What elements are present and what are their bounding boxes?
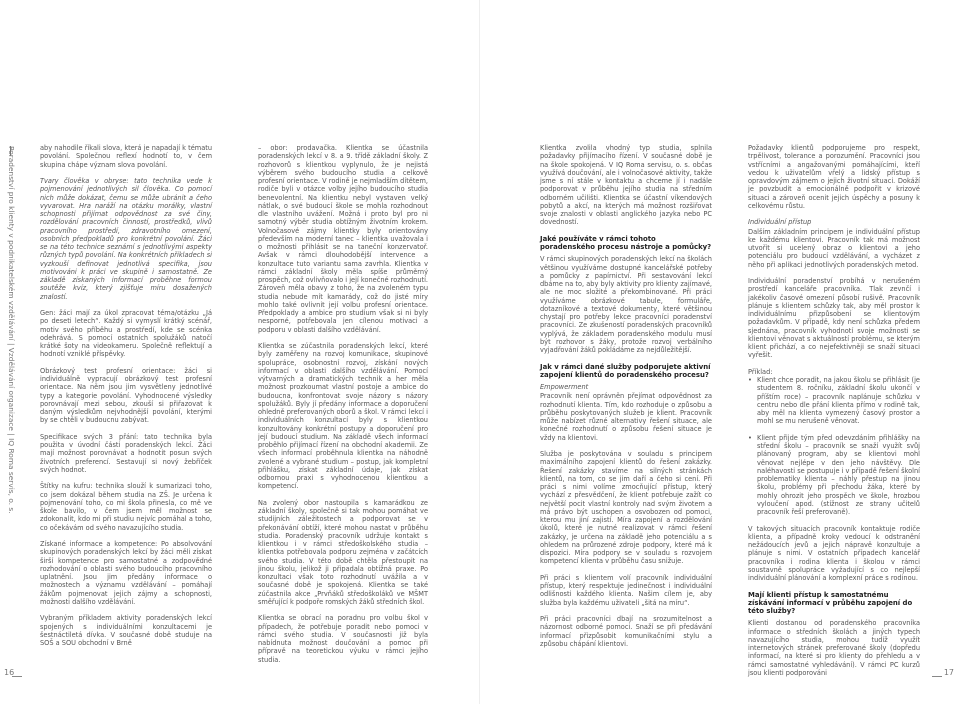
paragraph: Individuální poradenství probíhá v nerušeném prostředí kanceláře pracovníka. Tlak zevnčí i jakékoliv časové omezení působí rušivě. Pracovník plánuje s klientem schůzky tak, aby měl prostor k individuálnímu přizpůsobení se klientovým požadavkům. V případě, kdy není schůzka předem sjednána, pracovník vyhodnotí svoje možnosti se klientovi věnovat s aktuálností problému, se kterým klient přichází, a co nejefektivněji se snaží situaci vyřešit. <box>748 277 920 360</box>
paragraph: – obor: prodavačka. Klientka se účastnila poradenských lekcí v 8. a 9. třídě základní školy. Z rozhovorů s klientkou vyplynulo, že je nejistá výběrem svého budoucího studia a celkově profesní orientace. V rodině je nejmladším dítětem, rodiče byli v otázce volby jejího budoucího studia benevolentní. Na klientku nebyl vystaven velký nátlak, o své budoucí škole se mohla rozhodnout dle vlastního uvážení. Možná i proto byl pro ni samotný výběr studia obtížným životním krokem. Volnočasové zájmy klientky byly orientovány především na moderní tanec – klientka uvažovala i o možnosti přihlásit se na taneční konzervatoř. Avšak v rámci dlouhodobější intervence a konzultace tuto variantu sama zavrhla. Klientka v rámci základní školy měla spíše průměrný prospěch, což ovlivňovalo i její konečné rozhodnutí. Zároveň měla obavy z toho, že na zvoleném typu studia nebude mít kamarády, což do jisté míry mohlo také ovlivnit její volbu profesní orientace. Předpoklady a ambice pro studium však si ni byly nesporné, potřebovala jen cílenou motivaci a podporu v oblasti dalšího vzdělávání. <box>258 144 429 334</box>
example-list <box>748 376 920 516</box>
list-item: • Klient chce poradit, na jakou školu se přihlásit (je studentem 8. ročníku, základní školu ukončí v příštím roce) – pracovník naplánuje schůzku v centru nebo dle přání klienta přímo v rodině tak, aby měl na klienta vymezený časový prostor a mohl se mu nerušeně věnovat. <box>748 376 920 426</box>
paragraph: Dalším základním principem je individuální přístup ke každému klientovi. Pracovník tak má možnost utvořit si ucelený obraz o klientovi a jeho potenciálu pro budoucí vzdělávání, a vycházet z něho při aplikaci jednotlivých poradenských metod. <box>748 227 920 269</box>
subheading: Individuální přístup <box>748 218 812 227</box>
text-column-4 <box>748 144 920 685</box>
paragraph: Tvary člověka v obryse: tato technika vede k pojmenování jednotlivých sil člověka. Co pomocí nich může dokázat, čemu se může ubránit a čeho vyvarovat. Hra naráží na otázku morálky, vlastní schopnosti přijímat odpovědnost za své činy, rozdělování pracovních činností, prostředků, vlivů pracovního prostředí, zdravotního omezení, osobních předpokladů pro konkrétní povolání. Žáci se na této technice seznámí s jednotlivými aspekty různých typů povolání. Na konkrétních příkladech si vyzkouší definovat jednotlivá specifika, jsou motivováni k práci ve skupině i samostatně. Ze základě získaných informací proběhne formou soutěže kvíz, který zjišťuje míru dosažených znalostí. <box>40 177 212 301</box>
paragraph: Na zvolený obor nastoupila s kamarádkou ze základní školy, společně si tak mohou pomáhat ve studijních záležitostech a podporovat se v překonávání obtíží, které mohou nastat v průběhu studia. Poradenský pracovník udržuje kontakt s klientkou i v rámci středoškolského studia – klientka potřebovala podporu zejména v začátcích svého studia. V této době chtěla přestoupit na jinou školu, jelikož ji připadala obtížná praxe. Po konzultaci však toto rozhodnutí uvážila a v současné době je spokojená. Klientka se také zúčastnila akce „Prvňáků středoškoláků ve MŠMT směřující k podpoře romských žáků středních škol. <box>258 498 428 606</box>
page-number-left: 16 <box>4 668 15 677</box>
running-header: Poradenství pro klienty v podnikatelském vzdělávání | Vzdělávání organizace | IQ Roma servis, o. s. <box>7 146 16 514</box>
text-column-1 <box>40 144 212 656</box>
section-heading: Jaké používáte v rámci tohoto poradenského procesu nástroje a pomůcky? <box>540 234 712 251</box>
section-heading: Mají klienti přístup k samostatnému získávání informací v průběhu zapojení do této služby? <box>748 590 913 615</box>
paragraph: V takových situacích pracovník kontaktuje rodiče klienta, a případně kroky vedoucí k odstranění nežádoucích jevů a jejich nápravě konzultuje a plánuje s nimi. V ostatních případech kancelář pracovníka i rodina klienta i školou v rámci soustavně spolupráce vyžadující s co nejlepší individuální plánování a komplexní práce s rodinou. <box>748 524 920 582</box>
list-item: • Klient přijde tým před odevzdáním přihlášky na střední školu – pracovník se snaží využít svůj plánovaný program, aby se klientovi mohl věnovat nejlépe v den jeho návštěvy. Dle naléhavosti se postupuje i v případě řešení školní problematiky klienta – náhly přestup na jinou školu, problémy při přechodu žáka, které by mohly ohrozit jeho prospěch ve škole, hrozbou vyloučení apod. (stížnost ze strany učitelů pracovník řeší preferovaně). <box>748 434 920 517</box>
paragraph: Při práci s klientem volí pracovník individuální přístup, který respektuje jedinečnost i individuální odlišnosti každého klienta. Našim cílem je, aby služba byla každému uživateli „šitá na míru“. <box>540 573 712 607</box>
paragraph: Požadavky klientů podporujeme pro respekt, trpělivost, tolerance a porozumění. Pracovníci jsou vstřícními a angažovanými pomáhajícími, kteří vedou k uživatelům vřelý a lidský přístup s opravdovým zájmem o jejich životní situaci. Dokáží je povzbudit a emocionálně podpořit v krizové situaci a zároveň ocenit jejich úspěchy a posuny k celkovému růstu. <box>748 144 920 210</box>
paragraph: Služba je poskytována v souladu s principem maximálního zapojení klientů do řešení zakázky. Řešení zakázky stavíme na silných stránkách klientů, na tom, co se jim daří a čeho si cení. Při práci s nimi volíme zmocňující přístup, který vychází z přesvědčení, že klient potřebuje zažít co největší pocit vlastní kontroly nad svým životem a má právo být uschopen a osvobozen od pomoci, kterou mu jiní zajistí. Míra zapojení a rozdělování úkolů, které je nutné realizovat v rámci řešení zakázky, je určena na základě jeho potenciálu a s ohledem na průrozené zdroje podpory, které má k dispozici. Míra podpory se v souladu s rozvojem kompetencí klienta v průběhu času snižuje. <box>540 450 712 566</box>
paragraph: Získané informace a kompetence: Po absolvování skupinových poradenských lekcí by žáci měli získat širší kompetence pro samostatné a zodpovědné rozhodování o oblasti svého budoucího pracovního uplatnění. Jsou jim předány informace o možnostech a významu vzdělávání – pomáhají žákům pojmenovat jejich zájmy a schopnosti, možnosti dalšího vzdělávání. <box>40 540 212 606</box>
paragraph: V rámci skupinových poradenských lekcí na školách většinou využíváme dostupné kancelářské potřeby a pomůcky z papírnictví. Při sestavování lekcí dbáme na to, aby byly aktivity pro klienty zajímavé, ale ne moc složité a překombinované. Při práci využíváme obrázkové tabule, formuláře, dotazníkové a textové dokumenty, které většinou chystají pro potřeby lekce pracovníci poradenství pracovníci. Ze zkušeností poradenských pracovníků vyplývá, že základem poradenského modulu musí být rozhovor s žáky, protože rozvoj verbálního vyjadřování žáků pokládáme za nejdůležitější. <box>540 255 712 354</box>
text-column-2 <box>258 144 428 672</box>
paragraph: Vybraným příkladem aktivity poradenských lekcí spojených s individuálními konzultacemi je šestnáctiletá dívka. V současné době studuje na SOŠ a SOU obchodní v Brně <box>40 614 212 647</box>
paragraph: Obrázkový test profesní orientace: žáci si individuálně vypracují obrázkový test profesní orientace. Na něm jsou jim vysvětleny jednotlivé typy a kategorie povolání. Vyhodnocené výsledky porovnávají mezi sebou, zkouší si přiřazovat k daným výsledkům nejvhodnější povolání, kterými by se chtěli v budoucnu zabývat. <box>40 366 212 425</box>
paragraph: Pracovník není oprávněn přejímat odpovědnost za rozhodnutí klienta. Tím, kdo rozhoduje o způsobu a průběhu poskytovaných služeb je klient. Pracovník může nabízet různé alternativy řešení situace, ale konečné rozhodnutí o způsobu řešení situace je vždy na klientovi. <box>540 392 712 442</box>
paragraph: Specifikace svých 3 přání: tato technika byla použita v úvodní části poradenských lekcí. Žáci mají možnost porovnávat a hodnotit posun svých životních preferencí. Sestavují si nový žebříček svých hodnot. <box>40 432 212 474</box>
corner-rule <box>932 676 942 677</box>
examples-label: Příklad: <box>748 367 773 376</box>
paragraph: Klientka se obrací na poradnu pro volbu škol v případech, že potřebuje poradit nebo pomoci v rámci svého studia. V současnosti již byla nabídnuta možnost doučování a pomoc při přípravě na teoretickou výuku v rámci jejího studia. <box>258 614 428 664</box>
text-column-3 <box>540 144 712 656</box>
paragraph: Klientka se zúčastnila poradenských lekcí, které byly zaměřeny na rozvoj komunikace, skupinové spolupráce, osobnostní rozvoj, získání nových informací v oblasti dalšího vzdělávání. Pomocí výtvarných a dramatických technik a her měla možnost prozkoumat vlastní postoje a ambice do budoucna, konfrontovat svoje názory s názory spolužáků. Byly jí předány informace a doporučení ohledně preferovaných oborů a škol. V rámci lekcí i individuálních konzultací byly s klientkou konzultovány konkrétní postupy a doporučení pro její budoucí studium. Na základě všech informací proběhlo přijímací řízení na obchodní akademii. Ze všech informací proběhnula klientka na náhodně zvolené a vybrané studium – postup, jak kompletní přihlášku, získat základní údaje, jak získat odbornou praxi s vyhodnocenou klientkou a kompetencí. <box>258 342 428 491</box>
paragraph: Štítky na kufru: technika slouží k sumarizaci toho, co jsem dokázal během studia na ZŠ. Je určena k pojmenování toho, co mi škola přinesla, co mě ve škole bavilo, v čem jsem měl možnost se zdokonalit, kdo mi při studiu nejvíc pomáhal a toho, co očekávám od svého navazujícího studia. <box>40 482 212 532</box>
section-heading: Jak v rámci dané služby podporujete aktivní zapojení klientů do poradenského procesu? <box>540 362 711 379</box>
paragraph: aby nahodile říkali slova, která je napadají k tématu povolání. Společnou reflexí hodnotí to, v čem skupina chápe význam slova povolání. <box>40 144 212 169</box>
paragraph: Gen: žáci mají za úkol zpracovat téma/otázku „Já po deseti letech“. Každý si vymyslí krátký scénář, motiv svého příběhu a prostředí, kde se scénka odehrává. S pomocí ostatních spolužáků natočí krátké šoty na videokameru. Společně reflektují a hodnotí vzniklé příspěvky. <box>40 309 212 359</box>
page-number-right: 17 <box>943 668 954 677</box>
paragraph: Klientka zvolila vhodný typ studia, splnila požadavky přijímacího řízení. V současné době je na škole spokojená. V IQ Roma servisu, o. s. občas využívá doučování, ale i volnočasové aktivity, takže jsme s ní stále v kontaktu a chceme jí i nadále podporovat v průběhu jejího studia na středním odborném učilišti. Klientka se účastní víkendových pobytů a akcí, na kterých má možnost rozšiřovat svoje znalosti v oblasti anglického jazyka nebo PC dovedností. <box>540 144 712 227</box>
paragraph: Klienti dostanou od poradenského pracovníka informace o středních školách a jiných typech navazujícího studia, mohou tudíž využít internetových stránek preferované školy (dopředu informací, na které si pro klienty do přehledu a v rámci samostatné vyhledávání). V rámci PC kurzů jsou klienti podporováni <box>748 619 920 677</box>
subheading: Empowerment <box>540 383 589 391</box>
paragraph: Při práci pracovníci dbají na srozumitelnost a názornost odborné pomoci. Snaží se při předávání informací přizpůsobit komunikačními stylu a způsobu chápání klientovi. <box>540 615 712 648</box>
